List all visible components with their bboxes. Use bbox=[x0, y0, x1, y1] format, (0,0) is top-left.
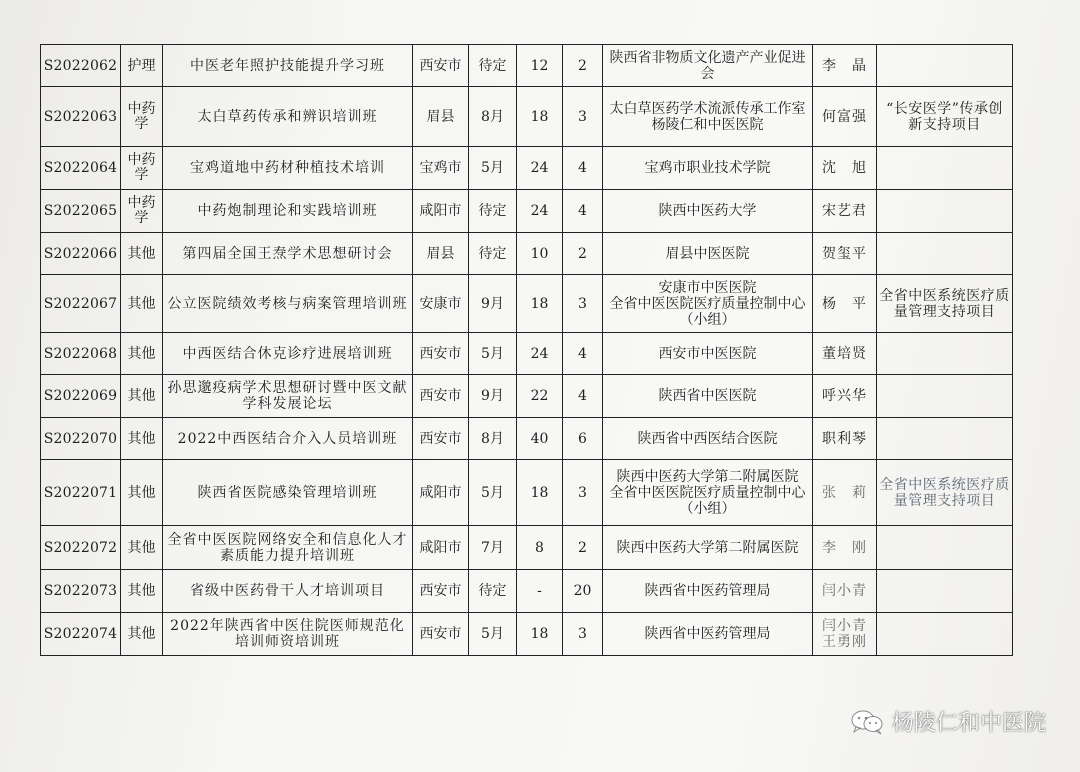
location-cell-text: 西安市 bbox=[419, 430, 462, 447]
count-cell bbox=[563, 570, 603, 613]
category-cell-text: 其他 bbox=[127, 484, 156, 501]
time-cell bbox=[469, 45, 517, 87]
project-code-cell-text: S2022063 bbox=[43, 108, 118, 125]
project-title-cell-text: 第四届全国王焘学术思想研讨会 bbox=[182, 245, 393, 262]
project-code-cell bbox=[41, 45, 121, 87]
days-cell-text: - bbox=[537, 583, 542, 599]
leader-cell-text: 沈 旭 bbox=[822, 160, 867, 176]
leader-cell bbox=[813, 275, 877, 333]
note-cell bbox=[877, 613, 1013, 656]
count-cell-text: 4 bbox=[578, 203, 587, 219]
table-row bbox=[41, 613, 1013, 656]
project-title-cell-text: 太白草药传承和辨识培训班 bbox=[197, 108, 378, 125]
count-cell-text: 2 bbox=[578, 539, 587, 556]
leader-cell-text: 杨 平 bbox=[822, 295, 867, 312]
count-cell bbox=[563, 87, 603, 147]
days-cell bbox=[517, 613, 563, 656]
days-cell bbox=[517, 87, 563, 147]
leader-cell-text: 王勇刚 bbox=[822, 634, 867, 650]
wechat-icon bbox=[850, 709, 884, 735]
days-cell bbox=[517, 526, 563, 570]
project-table bbox=[40, 44, 1013, 656]
organizer-cell-text: 宝鸡市职业技术学院 bbox=[644, 160, 771, 176]
note-cell bbox=[877, 87, 1013, 147]
location-cell bbox=[413, 333, 469, 375]
category-cell bbox=[121, 147, 163, 190]
project-code-cell bbox=[41, 190, 121, 233]
organizer-cell-text: 陕西中医药大学 bbox=[658, 203, 757, 219]
project-title-cell-text: 陕西省医院感染管理培训班 bbox=[197, 484, 378, 501]
days-cell-text: 22 bbox=[530, 388, 549, 404]
time-cell-text: 7月 bbox=[481, 539, 504, 556]
note-cell-text: 全省中医系统医疗质量管理支持项目 bbox=[879, 476, 1010, 509]
location-cell-text: 咸阳市 bbox=[419, 539, 462, 556]
project-title-cell-text: 中药炮制理论和实践培训班 bbox=[197, 203, 378, 219]
time-cell bbox=[469, 275, 517, 333]
days-cell bbox=[517, 570, 563, 613]
project-title-cell-text: 全省中医医院网络安全和信息化人才素质能力提升培训班 bbox=[167, 531, 408, 564]
category-cell bbox=[121, 375, 163, 418]
organizer-cell-text: 全省中医医院医疗质量控制中心（小组） bbox=[609, 484, 806, 517]
organizer-cell-text: 陕西省中医药管理局 bbox=[644, 583, 771, 599]
location-cell bbox=[413, 190, 469, 233]
table-row bbox=[41, 45, 1013, 87]
category-cell bbox=[121, 570, 163, 613]
category-cell bbox=[121, 275, 163, 333]
note-cell-text: “长安医学”传承创新支持项目 bbox=[886, 100, 1003, 133]
category-cell bbox=[121, 87, 163, 147]
days-cell-text: 12 bbox=[530, 57, 549, 74]
project-title-cell-text: 2022年陕西省中医住院医师规范化培训师资培训班 bbox=[170, 618, 405, 650]
count-cell-text: 4 bbox=[578, 160, 587, 176]
organizer-cell-text: 陕西省中医药管理局 bbox=[644, 626, 771, 642]
time-cell-text: 5月 bbox=[481, 345, 504, 362]
category-cell-text: 中药学 bbox=[127, 152, 156, 183]
leader-cell-text: 宋艺君 bbox=[822, 203, 867, 219]
project-code-cell-text: S2022062 bbox=[43, 57, 118, 74]
note-cell bbox=[877, 526, 1013, 570]
time-cell-text: 待定 bbox=[478, 203, 507, 219]
project-title-cell bbox=[163, 333, 413, 375]
days-cell bbox=[517, 275, 563, 333]
leader-cell bbox=[813, 87, 877, 147]
leader-cell bbox=[813, 526, 877, 570]
organizer-cell-text: 陕西中医药大学第二附属医院 bbox=[616, 468, 799, 485]
category-cell-text: 其他 bbox=[127, 388, 156, 404]
leader-cell bbox=[813, 190, 877, 233]
count-cell-text: 20 bbox=[573, 583, 592, 599]
category-cell-text: 其他 bbox=[127, 295, 156, 312]
category-cell-text: 其他 bbox=[127, 583, 156, 599]
days-cell bbox=[517, 375, 563, 418]
note-cell bbox=[877, 190, 1013, 233]
organizer-cell-text: 全省中医医院医疗质量控制中心（小组） bbox=[609, 295, 806, 328]
project-title-cell bbox=[163, 190, 413, 233]
leader-cell-text: 李 刚 bbox=[822, 539, 867, 556]
category-cell bbox=[121, 460, 163, 526]
project-title-cell bbox=[163, 460, 413, 526]
leader-cell-text: 张 莉 bbox=[822, 484, 867, 501]
location-cell-text: 西安市 bbox=[419, 57, 462, 74]
project-title-cell bbox=[163, 570, 413, 613]
leader-cell bbox=[813, 333, 877, 375]
location-cell bbox=[413, 275, 469, 333]
leader-cell-text: 李 晶 bbox=[822, 57, 867, 74]
project-title-cell bbox=[163, 87, 413, 147]
organizer-cell bbox=[603, 418, 813, 460]
project-title-cell-text: 宝鸡道地中药材种植技术培训 bbox=[190, 160, 385, 176]
table-row bbox=[41, 375, 1013, 418]
project-code-cell bbox=[41, 147, 121, 190]
project-title-cell-text: 2022中西医结合介入人员培训班 bbox=[177, 430, 398, 447]
time-cell-text: 9月 bbox=[481, 388, 504, 404]
project-title-cell bbox=[163, 613, 413, 656]
note-cell bbox=[877, 375, 1013, 418]
days-cell bbox=[517, 147, 563, 190]
category-cell-text: 护理 bbox=[127, 57, 156, 74]
leader-cell-text: 贺玺平 bbox=[822, 245, 867, 262]
location-cell-text: 眉县 bbox=[426, 108, 455, 125]
time-cell bbox=[469, 233, 517, 275]
note-cell-text: 全省中医系统医疗质量管理支持项目 bbox=[879, 287, 1010, 320]
count-cell bbox=[563, 375, 603, 418]
project-code-cell-text: S2022072 bbox=[43, 539, 118, 556]
time-cell-text: 8月 bbox=[481, 430, 504, 447]
leader-cell bbox=[813, 233, 877, 275]
count-cell-text: 6 bbox=[578, 430, 587, 447]
count-cell-text: 2 bbox=[578, 245, 587, 262]
project-code-cell-text: S2022065 bbox=[43, 203, 118, 219]
location-cell-text: 西安市 bbox=[419, 583, 462, 599]
organizer-cell bbox=[603, 613, 813, 656]
project-code-cell bbox=[41, 333, 121, 375]
leader-cell bbox=[813, 45, 877, 87]
location-cell-text: 咸阳市 bbox=[419, 484, 462, 501]
location-cell bbox=[413, 147, 469, 190]
time-cell bbox=[469, 375, 517, 418]
location-cell-text: 西安市 bbox=[419, 345, 462, 362]
days-cell-text: 18 bbox=[530, 626, 549, 642]
project-title-cell-text: 孙思邈疫病学术思想研讨暨中医文献学科发展论坛 bbox=[167, 380, 408, 412]
location-cell-text: 西安市 bbox=[419, 388, 462, 404]
time-cell bbox=[469, 87, 517, 147]
count-cell-text: 4 bbox=[578, 345, 587, 362]
location-cell bbox=[413, 233, 469, 275]
table-row bbox=[41, 190, 1013, 233]
location-cell bbox=[413, 526, 469, 570]
count-cell-text: 2 bbox=[578, 57, 587, 74]
project-title-cell bbox=[163, 375, 413, 418]
count-cell bbox=[563, 613, 603, 656]
location-cell bbox=[413, 613, 469, 656]
time-cell bbox=[469, 460, 517, 526]
project-title-cell bbox=[163, 275, 413, 333]
time-cell bbox=[469, 147, 517, 190]
time-cell-text: 待定 bbox=[478, 57, 507, 74]
table-row bbox=[41, 460, 1013, 526]
note-cell bbox=[877, 147, 1013, 190]
leader-cell bbox=[813, 418, 877, 460]
organizer-cell-text: 安康市中医医院 bbox=[658, 279, 757, 296]
category-cell bbox=[121, 45, 163, 87]
days-cell-text: 18 bbox=[530, 295, 549, 312]
days-cell-text: 24 bbox=[530, 160, 549, 176]
project-code-cell bbox=[41, 275, 121, 333]
project-code-cell-text: S2022068 bbox=[43, 345, 118, 362]
category-cell-text: 中药学 bbox=[127, 100, 156, 132]
count-cell-text: 3 bbox=[578, 108, 587, 125]
leader-cell-text: 职利琴 bbox=[822, 430, 867, 447]
count-cell bbox=[563, 147, 603, 190]
leader-cell-text: 董培贤 bbox=[822, 345, 867, 362]
leader-cell bbox=[813, 570, 877, 613]
note-cell bbox=[877, 418, 1013, 460]
project-title-cell-text: 中西医结合休克诊疗进展培训班 bbox=[182, 345, 393, 362]
time-cell-text: 待定 bbox=[478, 245, 507, 262]
days-cell bbox=[517, 460, 563, 526]
location-cell-text: 安康市 bbox=[419, 295, 462, 312]
project-title-cell-text: 省级中医药骨干人才培训项目 bbox=[190, 583, 385, 599]
project-title-cell bbox=[163, 45, 413, 87]
project-title-cell bbox=[163, 233, 413, 275]
project-code-cell-text: S2022069 bbox=[43, 388, 118, 404]
organizer-cell bbox=[603, 460, 813, 526]
category-cell-text: 其他 bbox=[127, 245, 156, 262]
category-cell bbox=[121, 233, 163, 275]
project-code-cell bbox=[41, 613, 121, 656]
category-cell bbox=[121, 418, 163, 460]
time-cell-text: 待定 bbox=[478, 583, 507, 599]
count-cell bbox=[563, 275, 603, 333]
time-cell-text: 5月 bbox=[481, 160, 504, 176]
time-cell bbox=[469, 613, 517, 656]
time-cell-text: 8月 bbox=[481, 108, 504, 125]
project-code-cell bbox=[41, 526, 121, 570]
organizer-cell bbox=[603, 147, 813, 190]
category-cell bbox=[121, 613, 163, 656]
organizer-cell bbox=[603, 275, 813, 333]
note-cell bbox=[877, 45, 1013, 87]
category-cell-text: 其他 bbox=[127, 539, 156, 556]
note-cell bbox=[877, 460, 1013, 526]
location-cell bbox=[413, 87, 469, 147]
organizer-cell-text: 陕西省中西医结合医院 bbox=[637, 430, 778, 447]
project-code-cell bbox=[41, 87, 121, 147]
project-code-cell bbox=[41, 375, 121, 418]
project-code-cell bbox=[41, 460, 121, 526]
category-cell bbox=[121, 526, 163, 570]
table-row bbox=[41, 275, 1013, 333]
project-code-cell-text: S2022074 bbox=[43, 626, 118, 642]
days-cell bbox=[517, 190, 563, 233]
organizer-cell-text: 陕西省中医医院 bbox=[658, 388, 757, 404]
count-cell-text: 4 bbox=[578, 388, 587, 404]
leader-cell-text: 何富强 bbox=[822, 108, 867, 125]
leader-cell-text: 呼兴华 bbox=[822, 388, 867, 404]
days-cell bbox=[517, 333, 563, 375]
days-cell-text: 18 bbox=[530, 108, 549, 125]
organizer-cell-text: 陕西中医药大学第二附属医院 bbox=[616, 539, 799, 556]
category-cell-text: 中药学 bbox=[127, 195, 156, 226]
count-cell bbox=[563, 418, 603, 460]
time-cell bbox=[469, 190, 517, 233]
project-code-cell-text: S2022073 bbox=[43, 583, 118, 599]
time-cell-text: 9月 bbox=[481, 295, 504, 312]
category-cell bbox=[121, 190, 163, 233]
leader-cell bbox=[813, 460, 877, 526]
note-cell bbox=[877, 570, 1013, 613]
project-code-cell-text: S2022071 bbox=[43, 484, 118, 501]
leader-cell bbox=[813, 613, 877, 656]
location-cell bbox=[413, 460, 469, 526]
time-cell bbox=[469, 333, 517, 375]
project-title-cell bbox=[163, 418, 413, 460]
organizer-cell bbox=[603, 190, 813, 233]
location-cell-text: 西安市 bbox=[419, 626, 462, 642]
time-cell-text: 5月 bbox=[481, 484, 504, 501]
category-cell-text: 其他 bbox=[127, 430, 156, 447]
note-cell bbox=[877, 233, 1013, 275]
project-title-cell-text: 公立医院绩效考核与病案管理培训班 bbox=[167, 295, 408, 312]
organizer-cell-text: 太白草医药学术流派传承工作室 bbox=[609, 100, 806, 117]
location-cell bbox=[413, 375, 469, 418]
organizer-cell-text: 陕西省非物质文化遗产产业促进会 bbox=[609, 49, 806, 82]
watermark-text: 杨陵仁和中医院 bbox=[891, 711, 1046, 736]
project-code-cell-text: S2022067 bbox=[43, 295, 118, 312]
days-cell-text: 24 bbox=[530, 345, 549, 362]
project-title-cell bbox=[163, 147, 413, 190]
days-cell bbox=[517, 45, 563, 87]
count-cell bbox=[563, 45, 603, 87]
time-cell-text: 5月 bbox=[481, 626, 504, 642]
count-cell bbox=[563, 333, 603, 375]
watermark bbox=[850, 706, 1046, 737]
organizer-cell bbox=[603, 526, 813, 570]
project-code-cell bbox=[41, 418, 121, 460]
location-cell bbox=[413, 418, 469, 460]
count-cell-text: 3 bbox=[578, 484, 587, 501]
organizer-cell-text: 眉县中医医院 bbox=[665, 245, 750, 262]
note-cell bbox=[877, 333, 1013, 375]
note-cell bbox=[877, 275, 1013, 333]
organizer-cell-text: 杨陵仁和中医医院 bbox=[651, 116, 764, 133]
table-row bbox=[41, 333, 1013, 375]
project-title-cell-text: 中医老年照护技能提升学习班 bbox=[190, 57, 385, 74]
days-cell-text: 18 bbox=[530, 484, 549, 501]
days-cell bbox=[517, 233, 563, 275]
time-cell bbox=[469, 418, 517, 460]
count-cell bbox=[563, 233, 603, 275]
table-row bbox=[41, 526, 1013, 570]
category-cell-text: 其他 bbox=[127, 626, 156, 642]
category-cell bbox=[121, 333, 163, 375]
count-cell bbox=[563, 526, 603, 570]
project-code-cell-text: S2022064 bbox=[43, 160, 118, 176]
organizer-cell bbox=[603, 333, 813, 375]
days-cell-text: 24 bbox=[530, 203, 549, 219]
organizer-cell bbox=[603, 570, 813, 613]
location-cell-text: 宝鸡市 bbox=[419, 160, 462, 176]
organizer-cell bbox=[603, 375, 813, 418]
days-cell-text: 10 bbox=[530, 245, 549, 262]
days-cell bbox=[517, 418, 563, 460]
table-row bbox=[41, 147, 1013, 190]
leader-cell bbox=[813, 375, 877, 418]
leader-cell-text: 闫小青 bbox=[822, 618, 867, 634]
count-cell bbox=[563, 190, 603, 233]
organizer-cell-text: 西安市中医医院 bbox=[658, 345, 757, 362]
location-cell-text: 眉县 bbox=[426, 245, 455, 262]
table-row bbox=[41, 570, 1013, 613]
project-code-cell-text: S2022066 bbox=[43, 245, 118, 262]
leader-cell-text: 闫小青 bbox=[822, 583, 867, 599]
project-code-cell bbox=[41, 570, 121, 613]
location-cell bbox=[413, 570, 469, 613]
location-cell bbox=[413, 45, 469, 87]
time-cell bbox=[469, 526, 517, 570]
table-row bbox=[41, 418, 1013, 460]
location-cell-text: 咸阳市 bbox=[419, 203, 462, 219]
project-title-cell bbox=[163, 526, 413, 570]
table-row bbox=[41, 233, 1013, 275]
organizer-cell bbox=[603, 233, 813, 275]
project-code-cell-text: S2022070 bbox=[43, 430, 118, 447]
leader-cell bbox=[813, 147, 877, 190]
count-cell-text: 3 bbox=[578, 295, 587, 312]
project-code-cell bbox=[41, 233, 121, 275]
time-cell bbox=[469, 570, 517, 613]
days-cell-text: 40 bbox=[530, 430, 549, 447]
days-cell-text: 8 bbox=[535, 539, 544, 556]
category-cell-text: 其他 bbox=[127, 345, 156, 362]
table-row bbox=[41, 87, 1013, 147]
count-cell bbox=[563, 460, 603, 526]
count-cell-text: 3 bbox=[578, 626, 587, 642]
organizer-cell bbox=[603, 45, 813, 87]
organizer-cell bbox=[603, 87, 813, 147]
